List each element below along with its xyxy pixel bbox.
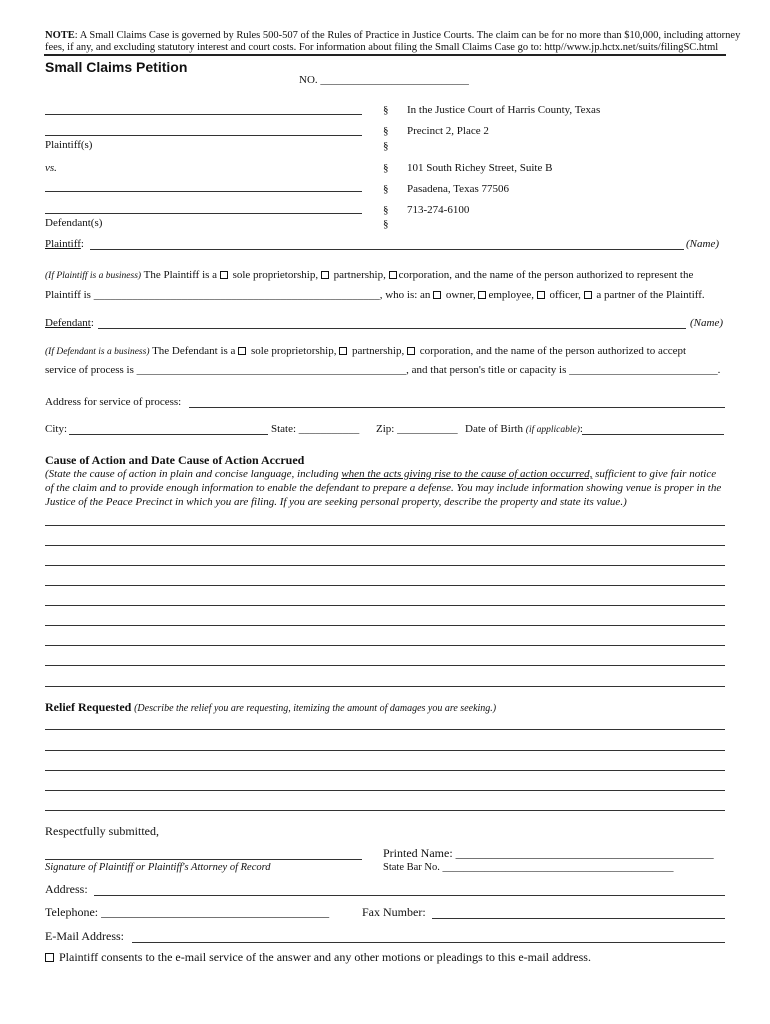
address-label: Address:	[45, 882, 88, 896]
court-city: Pasadena, Texas 77506	[407, 183, 509, 195]
court-phone: 713-274-6100	[407, 204, 470, 216]
top-divider	[44, 54, 726, 56]
defendant-business-row: (If Defendant is a business) The Defendant is a sole proprietorship, partnership, corporation, and the name of the person authorized to accept	[45, 345, 687, 357]
cause-line[interactable]	[45, 665, 725, 666]
plaintiffs-label: Plaintiff(s)	[45, 139, 93, 151]
note-line-1: NOTE: A Small Claims Case is governed by Rules 500-507 of the Rules of Practice in Justice Courts. The claim can be for no more than $10,000, including attorney	[45, 30, 741, 41]
checkbox-owner[interactable]	[433, 291, 441, 299]
note-line-2: fees, if any, and excluding statutory interest and court costs. For information about filing the Small Claims Case go to: http//www.jp.hctx.net/suits/filingSC.html	[45, 42, 719, 53]
respectfully-submitted: Respectfully submitted,	[45, 824, 159, 838]
court-street: 101 South Richey Street, Suite B	[407, 162, 553, 174]
checkbox-partner[interactable]	[584, 291, 592, 299]
plaintiff-business-row: (If Plaintiff is a business) The Plaintiff is a sole proprietorship, partnership, corporation, and the name of the person authorized to represent the	[45, 269, 694, 281]
printed-name-field[interactable]: Printed Name: ___________________________________________	[383, 846, 714, 860]
dob-input[interactable]	[582, 434, 724, 435]
checkbox-partnership[interactable]	[321, 271, 329, 279]
section-sign: §	[383, 104, 389, 116]
email-input[interactable]	[132, 942, 725, 943]
plaintiff-representative-row: Plaintiff is ____________________________________________________, who is: an owner, employee, officer, a partner of the Plaintiff.	[45, 289, 705, 301]
city-input[interactable]	[69, 434, 268, 435]
defendant-name-line-2[interactable]	[45, 213, 362, 214]
cause-line[interactable]	[45, 625, 725, 626]
checkbox-corporation[interactable]	[389, 271, 397, 279]
plaintiff-name-line-2[interactable]	[45, 135, 362, 136]
relief-line[interactable]	[45, 810, 725, 811]
cause-line[interactable]	[45, 605, 725, 606]
telephone-field[interactable]: Telephone: ______________________________________	[45, 905, 330, 919]
plaintiff-name-line-1[interactable]	[45, 114, 362, 115]
section-sign: §	[383, 125, 389, 137]
dob-label: Date of Birth (if applicable):	[465, 423, 583, 435]
defendants-label: Defendant(s)	[45, 217, 103, 229]
email-label: E-Mail Address:	[45, 929, 124, 943]
signature-caption: Signature of Plaintiff or Plaintiff's Attorney of Record	[45, 862, 271, 873]
cause-instructions: (State the cause of action in plain and concise language, including when the acts giving rise to the cause of action occurred, sufficient to give fair notice of the claim and to provide enough information to enable the defendant to prepare a defense. You may include information showing venue is proper in the Justice of the Peace Precinct in which you are filing. If you are seeking personal property, describe the property and state its value.)	[45, 468, 722, 508]
service-of-process-row[interactable]: service of process is _________________________________________________, and that person's title or capacity is ___________________________.	[45, 364, 721, 376]
court-name: In the Justice Court of Harris County, Texas	[407, 104, 601, 116]
fax-input[interactable]	[432, 918, 725, 919]
checkbox-sole-proprietorship[interactable]	[220, 271, 228, 279]
cause-line[interactable]	[45, 686, 725, 687]
court-precinct: Precinct 2, Place 2	[407, 125, 489, 137]
relief-heading-row: Relief Requested (Describe the relief you are requesting, itemizing the amount of damages you are seeking.)	[45, 700, 497, 714]
page-title: Small Claims Petition	[45, 59, 188, 75]
checkbox-def-partnership[interactable]	[339, 347, 347, 355]
plaintiff-name-hint: (Name)	[686, 238, 719, 250]
vs-label: vs.	[45, 162, 57, 174]
fax-label: Fax Number:	[362, 905, 426, 919]
relief-line[interactable]	[45, 790, 725, 791]
address-input[interactable]	[94, 895, 725, 896]
checkbox-def-corporation[interactable]	[407, 347, 415, 355]
email-consent-row: Plaintiff consents to the e-mail service of the answer and any other motions or pleadings to this e-mail address.	[45, 950, 591, 965]
state-field[interactable]: State: ___________	[271, 423, 360, 435]
defendant-name-input[interactable]	[98, 328, 686, 329]
city-label: City:	[45, 423, 68, 435]
section-sign: §	[383, 218, 389, 230]
relief-line[interactable]	[45, 729, 725, 730]
section-sign: §	[383, 140, 389, 152]
signature-line[interactable]	[45, 859, 362, 860]
checkbox-email-consent[interactable]	[45, 953, 54, 962]
cause-line[interactable]	[45, 525, 725, 526]
defendant-name-line-1[interactable]	[45, 191, 362, 192]
service-address-label: Address for service of process:	[45, 396, 182, 408]
section-sign: §	[383, 162, 389, 174]
cause-line[interactable]	[45, 545, 725, 546]
checkbox-def-sole-proprietorship[interactable]	[238, 347, 246, 355]
state-bar-field[interactable]: State Bar No. ____________________________________________	[383, 862, 674, 873]
relief-line[interactable]	[45, 770, 725, 771]
checkbox-employee[interactable]	[478, 291, 486, 299]
plaintiff-name-input[interactable]	[90, 249, 684, 250]
zip-field[interactable]: Zip: ___________	[376, 423, 458, 435]
cause-line[interactable]	[45, 565, 725, 566]
relief-line[interactable]	[45, 750, 725, 751]
case-number-field[interactable]: NO. ___________________________	[299, 74, 469, 86]
note-label: NOTE	[45, 30, 75, 41]
cause-heading: Cause of Action and Date Cause of Action Accrued	[45, 453, 305, 467]
section-sign: §	[383, 204, 389, 216]
cause-line[interactable]	[45, 585, 725, 586]
checkbox-officer[interactable]	[537, 291, 545, 299]
section-sign: §	[383, 183, 389, 195]
service-address-input[interactable]	[189, 407, 725, 408]
cause-line[interactable]	[45, 645, 725, 646]
defendant-label: Defendant:	[45, 317, 94, 329]
defendant-name-hint: (Name)	[690, 317, 723, 329]
plaintiff-label: Plaintiff:	[45, 238, 84, 250]
